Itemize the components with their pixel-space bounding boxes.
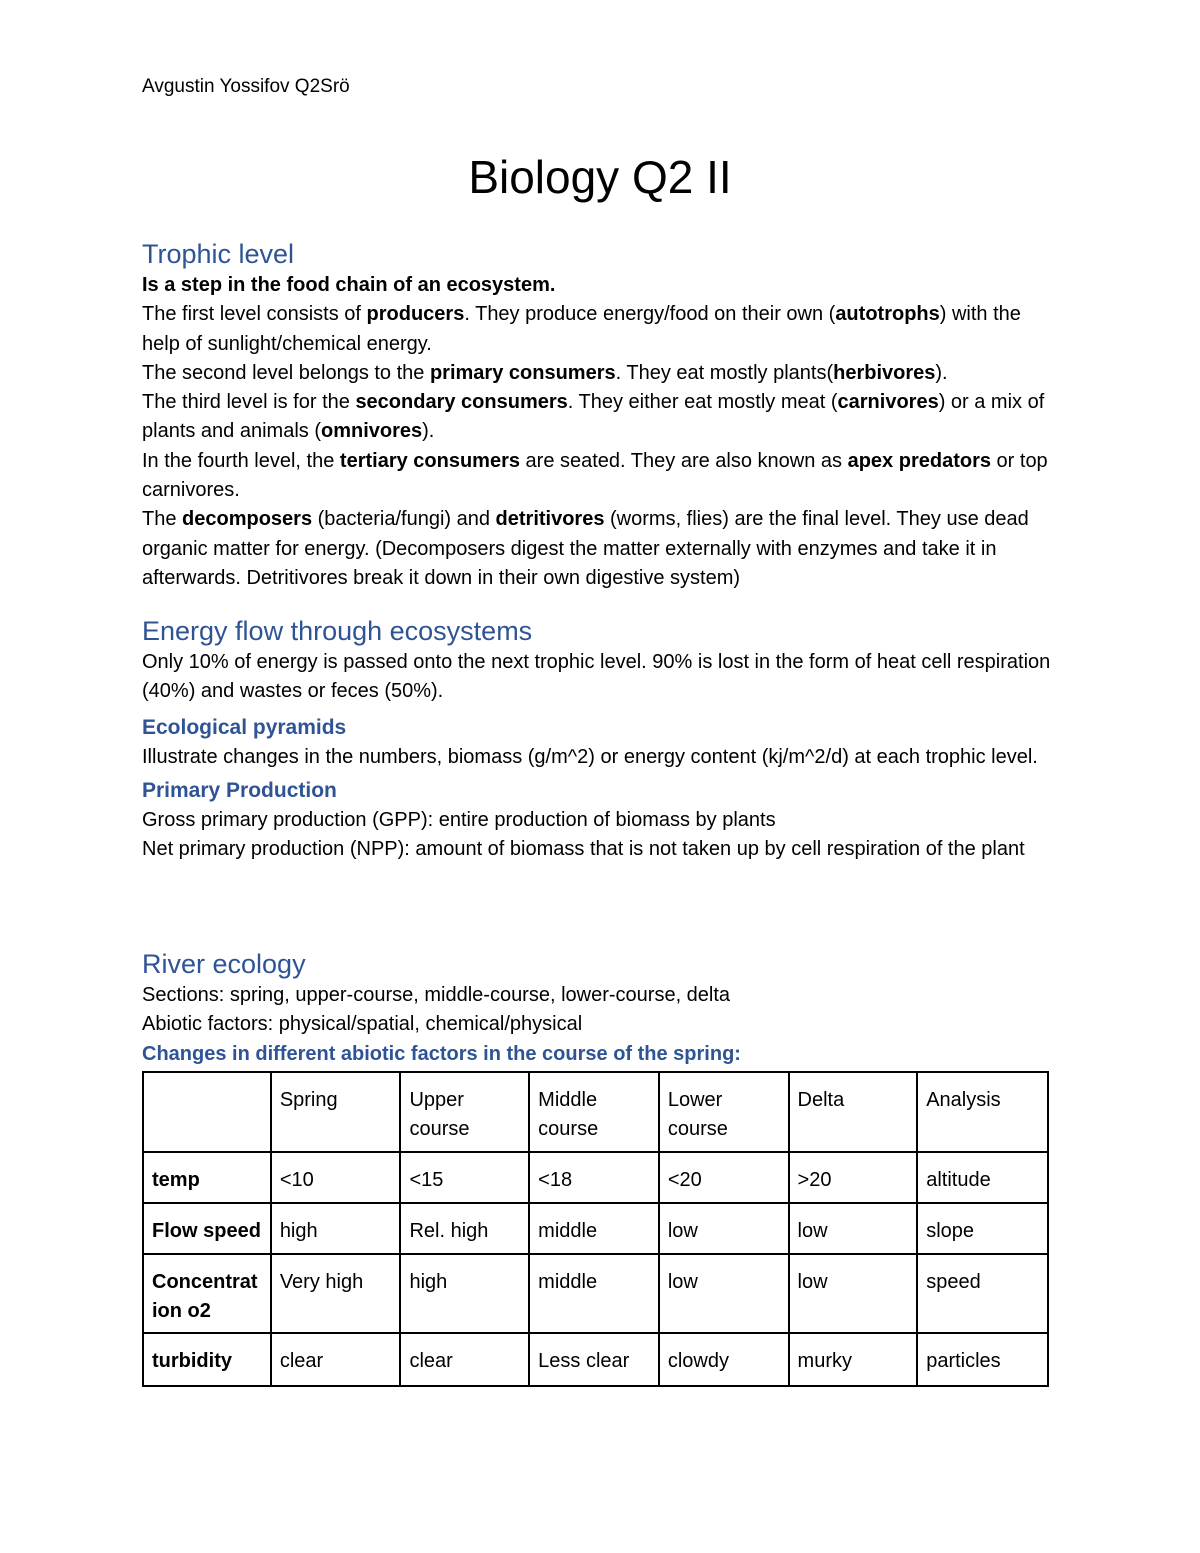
table-row-label: Flow speed <box>143 1203 271 1254</box>
table-row <box>143 1152 1048 1203</box>
table-cell: low <box>789 1254 918 1333</box>
table-header-cell: Middle course <box>529 1072 659 1152</box>
table-row <box>143 1333 1048 1386</box>
npp-text: Net primary production (NPP): amount of biomass that is not taken up by cell respiration of the plant <box>142 838 1025 861</box>
table-cell: altitude <box>917 1152 1048 1203</box>
table-cell: murky <box>789 1333 918 1386</box>
table-row <box>143 1254 1048 1333</box>
table-caption: Changes in different abiotic factors in the course of the spring: <box>142 1042 741 1065</box>
table-cell: <20 <box>659 1152 789 1203</box>
table-cell: speed <box>917 1254 1048 1333</box>
table-cell: middle <box>529 1254 659 1333</box>
table-row-label: Concentration o2 <box>143 1254 271 1333</box>
table-cell: Less clear <box>529 1333 659 1386</box>
trophic-heading: Trophic level <box>142 239 295 269</box>
table-header-cell: Delta <box>789 1072 918 1152</box>
river-heading: River ecology <box>142 949 306 979</box>
trophic-section <box>142 237 1057 593</box>
gpp-text: Gross primary production (GPP): entire production of biomass by plants <box>142 808 776 831</box>
table-cell: <10 <box>271 1152 401 1203</box>
table-cell: particles <box>917 1333 1048 1386</box>
abiotic-factors-table <box>142 1071 1049 1387</box>
table-cell: Rel. high <box>400 1203 529 1254</box>
table-cell: low <box>789 1203 918 1254</box>
table-row-label: turbidity <box>143 1333 271 1386</box>
table-cell: <18 <box>529 1152 659 1203</box>
trophic-paragraph-secondary: The third level is for the secondary consumers. They either eat mostly meat (carnivores) or a mix of plants and animals (omnivores). <box>142 391 1045 443</box>
pyramids-heading: Ecological pyramids <box>142 715 347 739</box>
trophic-definition: Is a step in the food chain of an ecosystem. <box>142 274 556 296</box>
table-cell: Very high <box>271 1254 401 1333</box>
table-cell: low <box>659 1203 789 1254</box>
trophic-paragraph-producers: The first level consists of producers. They produce energy/food on their own (autotrophs) with the help of sunlight/chemical energy. <box>142 303 1021 355</box>
energy-text: Only 10% of energy is passed onto the next trophic level. 90% is lost in the form of heat cell respiration (40%) and wastes or feces (50%). <box>142 651 1051 703</box>
table-header-cell: Lower course <box>659 1072 789 1152</box>
table-cell: clear <box>271 1333 401 1386</box>
table-cell: slope <box>917 1203 1048 1254</box>
table-cell: <15 <box>400 1152 529 1203</box>
trophic-paragraph-decomposers: The decomposers (bacteria/fungi) and detritivores (worms, flies) are the final level. They use dead organic matter for energy. (Decomposers digest the matter externally with enzymes and take it in afterwards. Detritivores break it down in their own digestive system) <box>142 508 1029 589</box>
table-cell: clear <box>400 1333 529 1386</box>
table-cell: high <box>271 1203 401 1254</box>
document-title: Biology Q2 II <box>468 151 732 203</box>
table-row-label: temp <box>143 1152 271 1203</box>
table-header-cell: Spring <box>271 1072 401 1152</box>
energy-section <box>142 614 1057 864</box>
river-section <box>142 947 1057 1068</box>
table-row <box>143 1203 1048 1254</box>
river-sections: Sections: spring, upper-course, middle-course, lower-course, delta <box>142 984 731 1006</box>
production-heading: Primary Production <box>142 778 337 802</box>
table-header-row <box>143 1072 1048 1152</box>
trophic-paragraph-tertiary: In the fourth level, the tertiary consumers are seated. They are also known as apex predators or top carnivores. <box>142 449 1048 502</box>
pyramids-text: Illustrate changes in the numbers, biomass (g/m^2) or energy content (kj/m^2/d) at each trophic level. <box>142 745 1038 768</box>
table-cell: high <box>400 1254 529 1333</box>
table-header-cell: Upper course <box>400 1072 529 1152</box>
energy-heading: Energy flow through ecosystems <box>142 616 533 646</box>
river-abiotic: Abiotic factors: physical/spatial, chemical/physical <box>142 1013 583 1036</box>
table-header-cell: Analysis <box>917 1072 1048 1152</box>
table-cell: low <box>659 1254 789 1333</box>
trophic-paragraph-primary: The second level belongs to the primary consumers. They eat mostly plants(herbivores). <box>142 361 948 384</box>
table-cell: clowdy <box>659 1333 789 1386</box>
table-cell: >20 <box>789 1152 918 1203</box>
table-cell: middle <box>529 1203 659 1254</box>
table-header-cell <box>143 1072 271 1152</box>
author-header: Avgustin Yossifov Q2Srö <box>142 76 350 97</box>
